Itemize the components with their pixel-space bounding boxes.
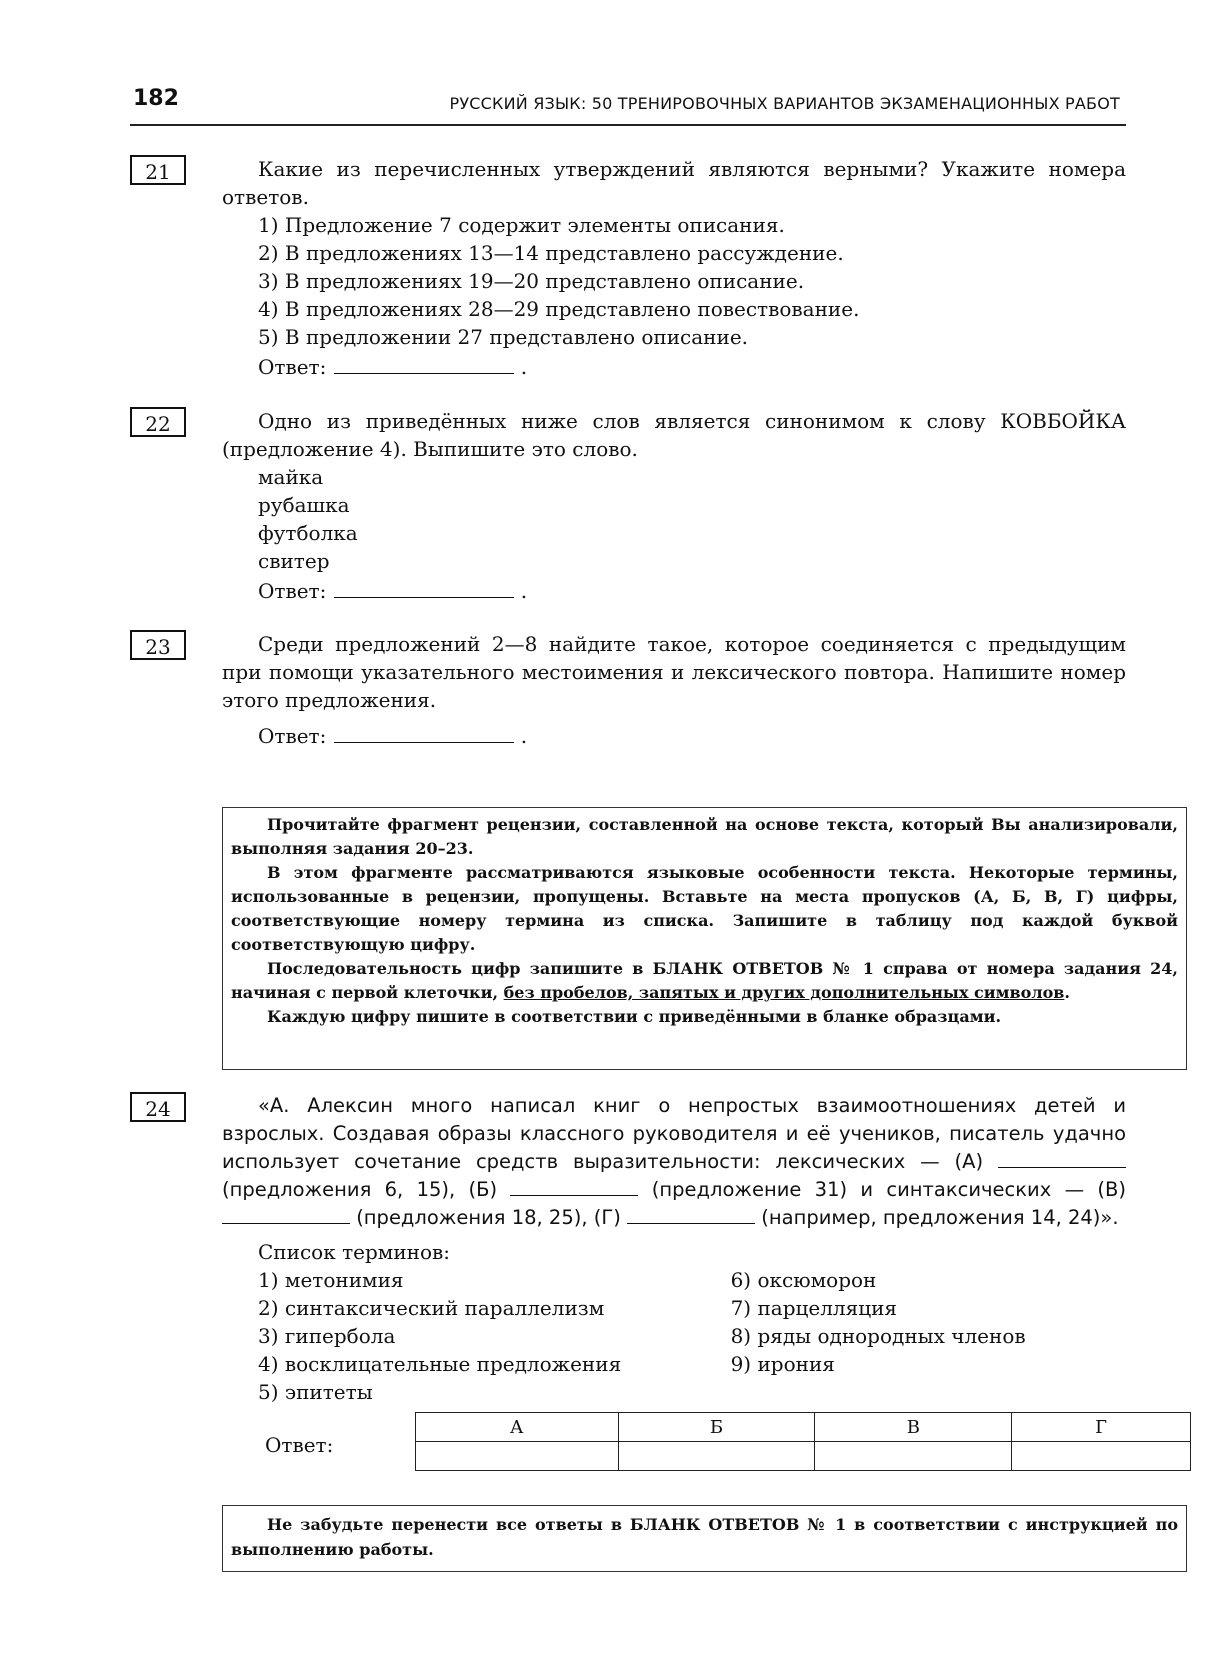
instruction-p3-underlined: без пробелов, запятых и других дополнительных символов (503, 983, 1065, 1002)
term-6: 6) оксюморон (730, 1268, 877, 1292)
task-22-question: Одно из приведённых ниже слов является синонимом к слову КОВБОЙКА (предложение 4). Выпишите это слово. (222, 409, 1126, 461)
term-3: 3) гипербола (258, 1324, 396, 1348)
term-5: 5) эпитеты (258, 1380, 373, 1404)
task-21-item-3: 3) В предложениях 19—20 представлено описание. (258, 269, 805, 293)
grid-header-b: Б (618, 1413, 815, 1442)
task-21-item-5: 5) В предложении 27 представлено описание. (258, 325, 749, 349)
blank-v (222, 1207, 350, 1224)
review-part-2: (предложения 6, 15), (Б) (222, 1178, 498, 1201)
task-22-word-4: свитер (258, 549, 330, 573)
task-22 (130, 407, 1126, 605)
reminder-text: Не забудьте перенести все ответы в БЛАНК ОТВЕТОВ № 1 в соответствии с инструкцией по выполнению работы. (231, 1515, 1178, 1559)
blank-g (627, 1207, 755, 1224)
reminder-box (222, 1505, 1187, 1572)
task-21 (130, 155, 1126, 381)
term-4: 4) восклицательные предложения (258, 1352, 622, 1376)
answer-line (334, 726, 514, 743)
instruction-p3-text: Последовательность цифр запишите в БЛАНК ОТВЕТОВ № 1 справа от номера задания 24, начиная с первой клеточки, (231, 959, 1178, 1002)
task-21-answer: Ответ: . (258, 355, 528, 379)
answer-grid-label: Ответ: (265, 1433, 334, 1457)
grid-cell-v[interactable] (815, 1442, 1012, 1471)
term-1: 1) метонимия (258, 1268, 404, 1292)
task-23-answer: Ответ: . (258, 724, 528, 748)
answer-label: Ответ: (258, 355, 327, 379)
instruction-p2: В этом фрагменте рассматриваются языковые особенности текста. Некоторые термины, использованные в рецензии, пропущены. Вставьте на места пропусков (А, Б, В, Г) цифры, соответствующие номеру термина из списка. Запишите в таблицу под каждой буквой соответствующую цифру. (231, 863, 1178, 954)
grid-cell-b[interactable] (618, 1442, 815, 1471)
task-22-answer: Ответ: . (258, 579, 528, 603)
task-22-number: 22 (130, 407, 186, 437)
running-title: РУССКИЙ ЯЗЫК: 50 ТРЕНИРОВОЧНЫХ ВАРИАНТОВ ЭКЗАМЕНАЦИОННЫХ РАБОТ (449, 94, 1120, 113)
review-part-3: (предложение 31) и синтаксических — (В) (651, 1178, 1126, 1201)
answer-line (334, 581, 514, 598)
task-23-number: 23 (130, 630, 186, 660)
instruction-p3 (231, 957, 1178, 1005)
task-22-word-2: рубашка (258, 493, 350, 517)
task-22-word-3: футболка (258, 521, 358, 545)
page-number: 182 (133, 86, 179, 111)
grid-cell-g[interactable] (1012, 1442, 1191, 1471)
task-21-item-1: 1) Предложение 7 содержит элементы описания. (258, 213, 785, 237)
term-9: 9) ирония (730, 1352, 835, 1376)
task-21-number: 21 (130, 155, 186, 185)
instruction-p1: Прочитайте фрагмент рецензии, составленной на основе текста, который Вы анализировали, выполняя задания 20–23. (231, 815, 1178, 858)
grid-cell-a[interactable] (416, 1442, 619, 1471)
answer-label: Ответ: (258, 724, 327, 748)
task-21-item-4: 4) В предложениях 28—29 представлено повествование. (258, 297, 860, 321)
task-24-review-text (222, 1092, 1126, 1232)
task-21-item-2: 2) В предложениях 13—14 представлено рассуждение. (258, 241, 844, 265)
review-part-5: (например, предложения 14, 24)». (761, 1206, 1119, 1229)
instruction-p4: Каждую цифру пишите в соответствии с приведёнными в бланке образцами. (267, 1007, 1002, 1026)
task-23 (130, 630, 1126, 750)
task-21-question: Какие из перечисленных утверждений являются верными? Укажите номера ответов. (222, 157, 1126, 209)
terms-title: Список терминов: (258, 1240, 451, 1264)
answer-table (415, 1412, 1191, 1471)
answer-line (334, 357, 514, 374)
review-part-1: «А. Алексин много написал книг о непростых взаимоотношениях детей и взрослых. Создавая образы классного руководителя и её учеников, писатель удачно использует сочетание средств выразительности: лексических — (А) (222, 1094, 1126, 1173)
instruction-box (222, 807, 1187, 1070)
terms-list (222, 1266, 1126, 1406)
grid-header-v: В (815, 1413, 1012, 1442)
answer-label: Ответ: (258, 579, 327, 603)
task-22-word-1: майка (258, 465, 324, 489)
grid-header-g: Г (1012, 1413, 1191, 1442)
term-7: 7) парцелляция (730, 1296, 898, 1320)
blank-a (998, 1151, 1126, 1168)
header-rule (130, 124, 1126, 126)
instruction-p3-end: . (1064, 983, 1070, 1002)
blank-b (510, 1179, 638, 1196)
task-24 (130, 1092, 1126, 1406)
term-8: 8) ряды однородных членов (730, 1324, 1026, 1348)
term-2: 2) синтаксический параллелизм (258, 1296, 605, 1320)
task-23-question: Среди предложений 2—8 найдите такое, которое соединяется с предыдущим при помощи указательного местоимения и лексического повтора. Напишите номер этого предложения. (222, 632, 1126, 712)
grid-header-a: А (416, 1413, 619, 1442)
review-part-4: (предложения 18, 25), (Г) (356, 1206, 621, 1229)
task-24-number: 24 (130, 1092, 186, 1122)
